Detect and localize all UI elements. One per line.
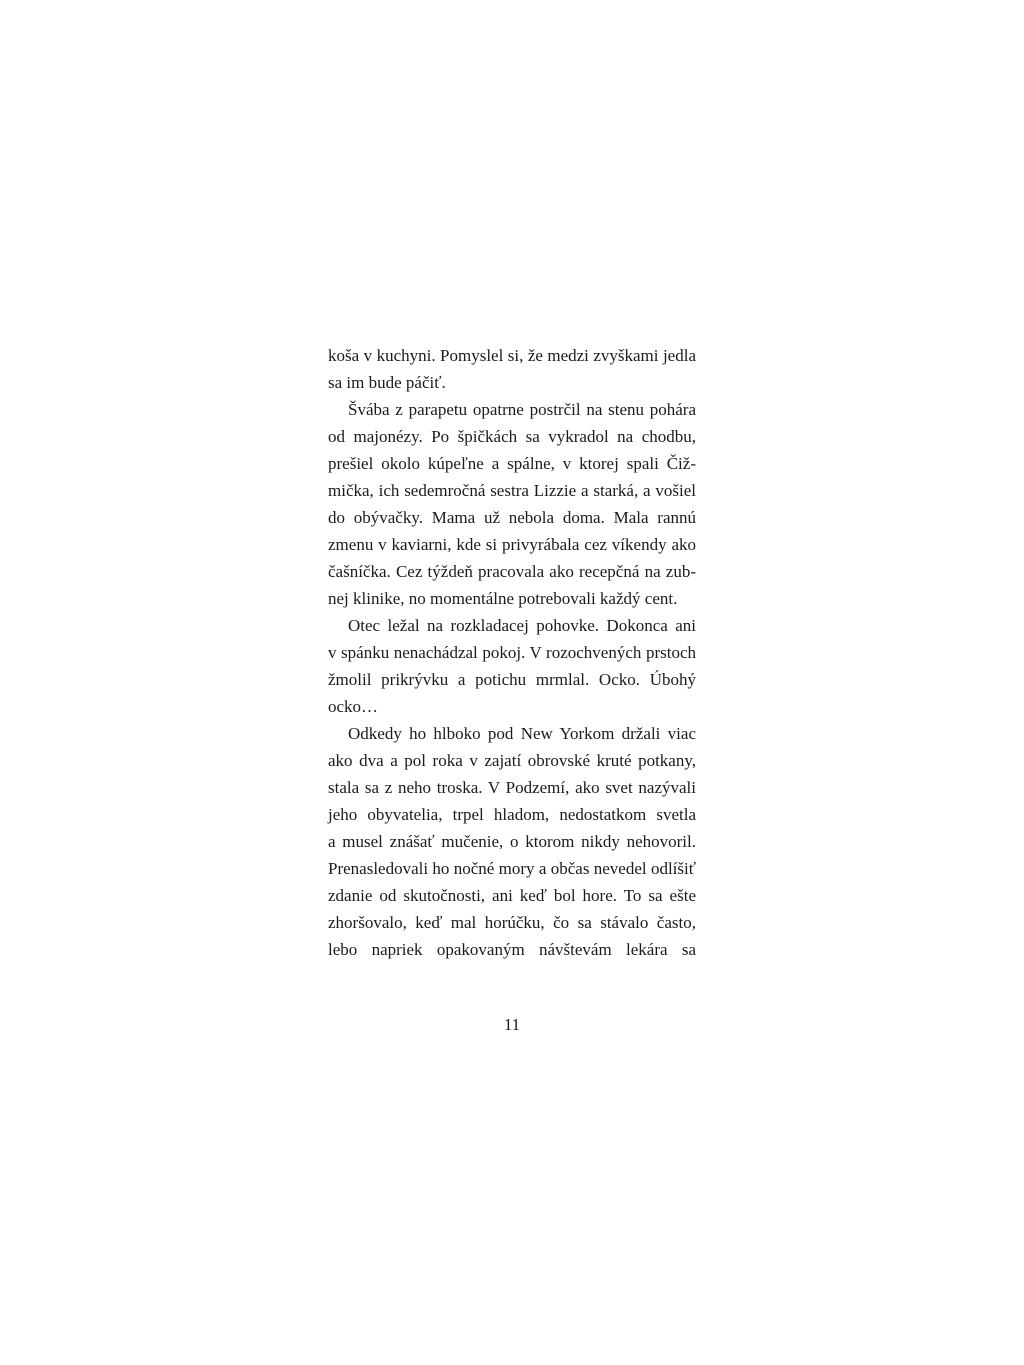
- text-line: ocko…: [328, 697, 379, 716]
- text-line: sa im bude páčiť.: [328, 373, 446, 392]
- text-line: Odkedy ho hlboko pod New Yorkom držali viac: [348, 724, 696, 743]
- text-line: a musel znášať mučenie, o ktorom nikdy nehovoril.: [328, 832, 696, 851]
- text-line: žmolil prikrývku a potichu mrmlal. Ocko. Úbohý: [328, 670, 696, 689]
- text-line: Švába z parapetu opatrne postrčil na stenu pohára: [348, 400, 696, 419]
- text-line: stala sa z neho troska. V Podzemí, ako svet nazývali: [328, 778, 696, 797]
- text-line: zdanie od skutočnosti, ani keď bol hore. To sa ešte: [328, 886, 696, 905]
- page-number: 11: [503, 1015, 521, 1034]
- text-line: zhoršovalo, keď mal horúčku, čo sa stávalo často,: [328, 913, 696, 932]
- text-line: mička, ich sedemročná sestra Lizzie a starká, a vošiel: [328, 481, 696, 500]
- text-line: čašníčka. Cez týždeň pracovala ako recepčná na zub-: [328, 562, 696, 581]
- text-line: ako dva a pol roka v zajatí obrovské kruté potkany,: [328, 751, 696, 770]
- text-line: koša v kuchyni. Pomyslel si, že medzi zvyškami jedla: [328, 346, 696, 365]
- text-line: prešiel okolo kúpeľne a spálne, v ktorej spali Čiž-: [328, 454, 696, 473]
- text-line: nej klinike, no momentálne potrebovali každý cent.: [328, 589, 678, 608]
- text-line: v spánku nenachádzal pokoj. V rozochvených prstoch: [328, 643, 696, 662]
- text-line: zmenu v kaviarni, kde si privyrábala cez víkendy ako: [328, 535, 696, 554]
- text-line: Prenasledovali ho nočné mory a občas nevedel odlíšiť: [328, 859, 696, 878]
- body-text: [328, 342, 696, 963]
- text-line: lebo napriek opakovaným návštevám lekára sa: [328, 940, 696, 959]
- text-line: jeho obyvatelia, trpel hladom, nedostatkom svetla: [328, 805, 696, 824]
- text-line: do obývačky. Mama už nebola doma. Mala rannú: [328, 508, 696, 527]
- text-line: od majonézy. Po špičkách sa vykradol na chodbu,: [328, 427, 696, 446]
- text-line: Otec ležal na rozkladacej pohovke. Dokonca ani: [348, 616, 696, 635]
